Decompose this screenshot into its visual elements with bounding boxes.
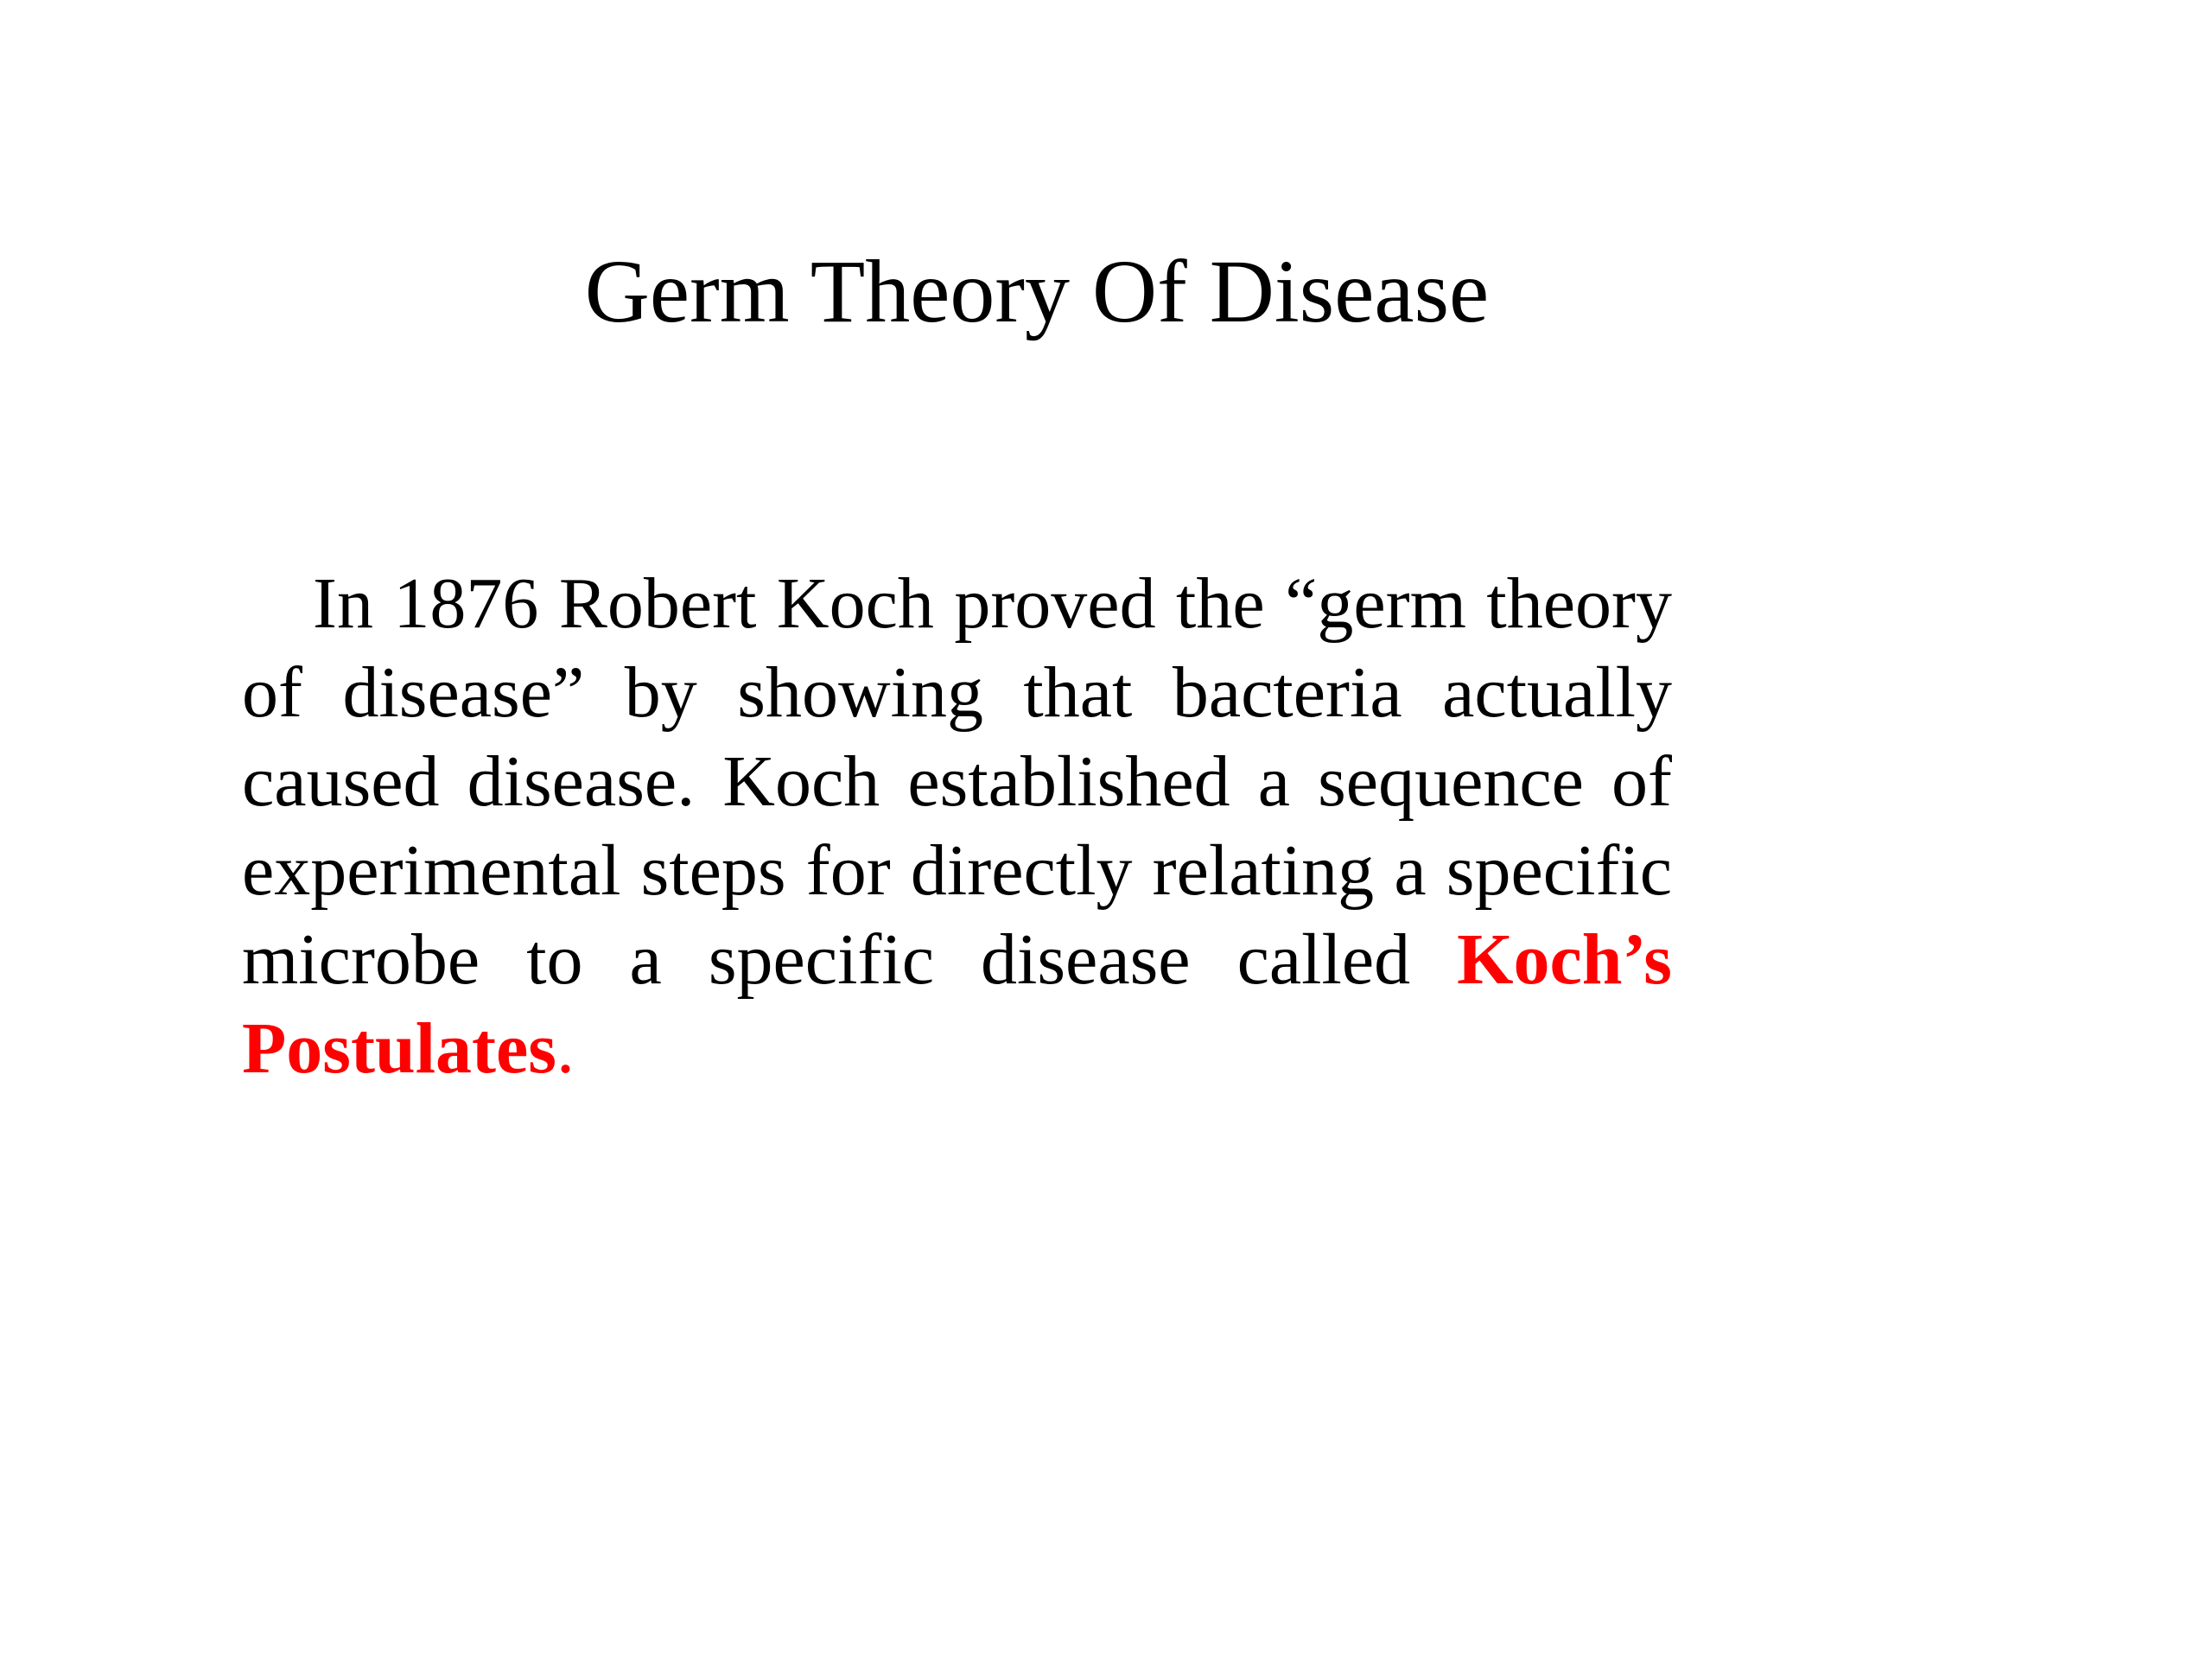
slide-title: Germ Theory Of Disease <box>584 242 1490 341</box>
body-paragraph <box>242 559 1672 1093</box>
kochs-postulates-highlight: Koch’s Postulates <box>242 919 1672 1089</box>
trailing-period: . <box>556 1008 575 1089</box>
body-text-main: In 1876 Robert Koch proved the “germ theory of disease” by showing that bacteria actually caused disease. Koch established a sequence of experimental steps for directly relating a specific microbe to a specific disease called <box>242 563 1672 1000</box>
